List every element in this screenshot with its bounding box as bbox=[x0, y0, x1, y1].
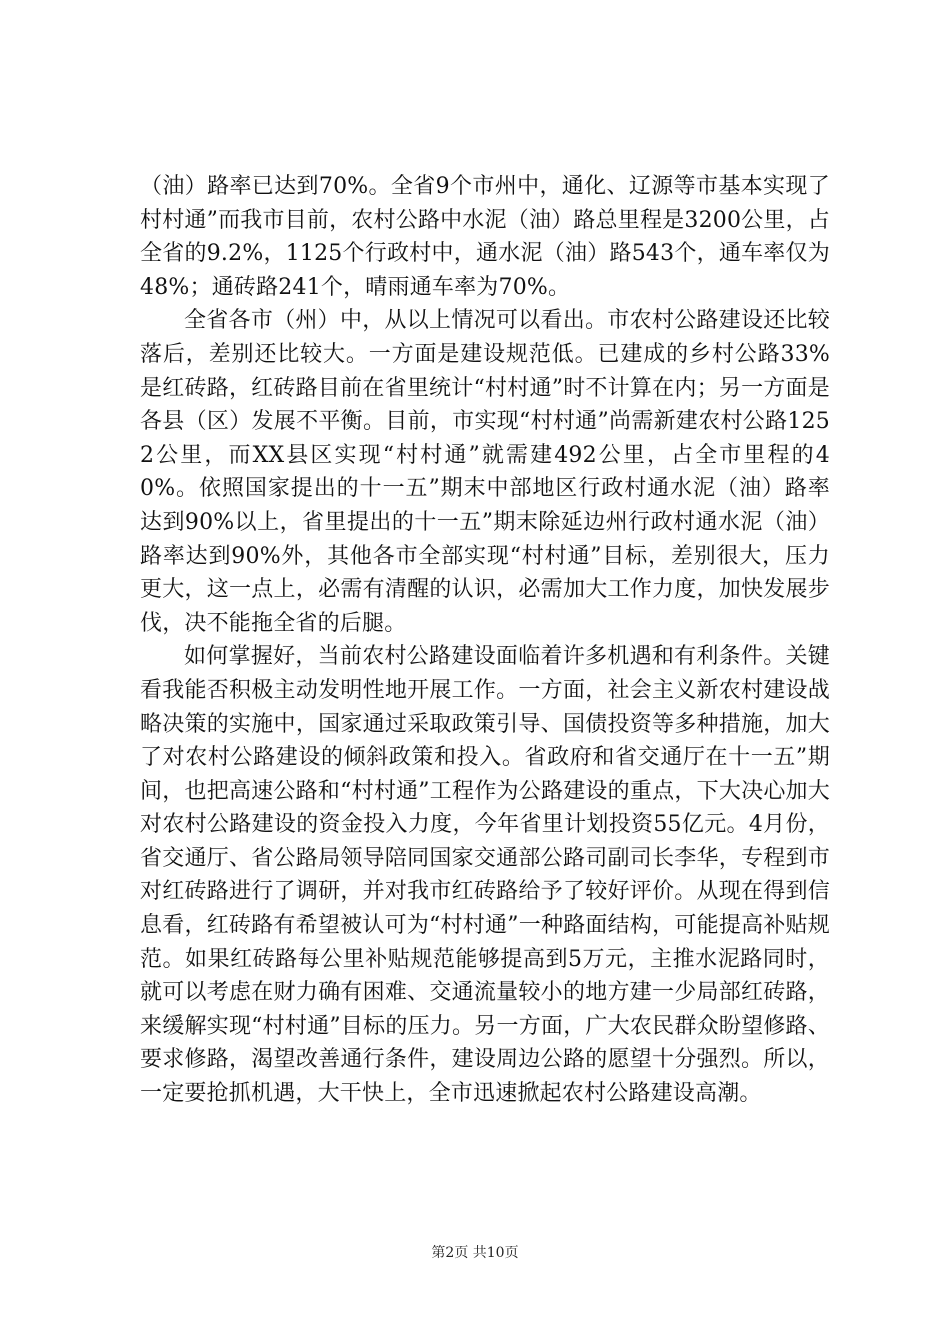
page-number-footer: 第2页 共10页 bbox=[431, 1245, 519, 1261]
paragraph-analysis: 全省各市（州）中，从以上情况可以看出。市农村公路建设还比较落后，差别还比较大。一方面是建设规范低。已建成的乡村公路33%是红砖路，红砖路目前在省里统计“村村通”时不计算在内；另一方面是各县（区）发展不平衡。目前，市实现“村村通”尚需新建农村公路1252公里，而XX县区实现“村村通”就需建492公里，占全市里程的40%。依照国家提出的十一五”期末中部地区行政村通水泥（油）路率达到90%以上，省里提出的十一五”期末除延边州行政村通水泥（油）路率达到90%外，其他各市全部实现“村村通”目标，差别很大，压力更大，这一点上，必需有清醒的认识，必需加大工作力度，加快发展步伐，决不能拖全省的后腿。 bbox=[140, 308, 830, 636]
paragraph-continuation: （油）路率已达到70%。全省9个市州中，通化、辽源等市基本实现了村村通”而我市目前，农村公路中水泥（油）路总里程是3200公里，占全省的9.2%，1125个行政村中，通水泥（油）路543个，通车率仅为48%；通砖路241个，晴雨通车率为70%。 bbox=[140, 174, 830, 300]
paragraph-opportunities: 如何掌握好，当前农村公路建设面临着许多机遇和有利条件。关键看我能否积极主动发明性地开展工作。一方面，社会主义新农村建设战略决策的实施中，国家通过采取政策引导、国债投资等多种措施，加大了对农村公路建设的倾斜政策和投入。省政府和省交通厅在十一五”期间，也把高速公路和“村村通”工程作为公路建设的重点，下大决心加大对农村公路建设的资金投入力度，今年省里计划投资55亿元。4月份，省交通厅、省公路局领导陪同国家交通部公路司副司长李华，专程到市对红砖路进行了调研，并对我市红砖路给予了较好评价。从现在得到信息看，红砖路有希望被认可为“村村通”一种路面结构，可能提高补贴规范。如果红砖路每公里补贴规范能够提高到5万元，主推水泥路同时，就可以考虑在财力确有困难、交通流量较小的地方建一少局部红砖路，来缓解实现“村村通”目标的压力。另一方面，广大农民群众盼望修路、要求修路，渴望改善通行条件，建设周边公路的愿望十分强烈。所以，一定要抢抓机遇，大干快上，全市迅速掀起农村公路建设高潮。 bbox=[140, 644, 830, 1107]
document-body bbox=[140, 170, 830, 1111]
